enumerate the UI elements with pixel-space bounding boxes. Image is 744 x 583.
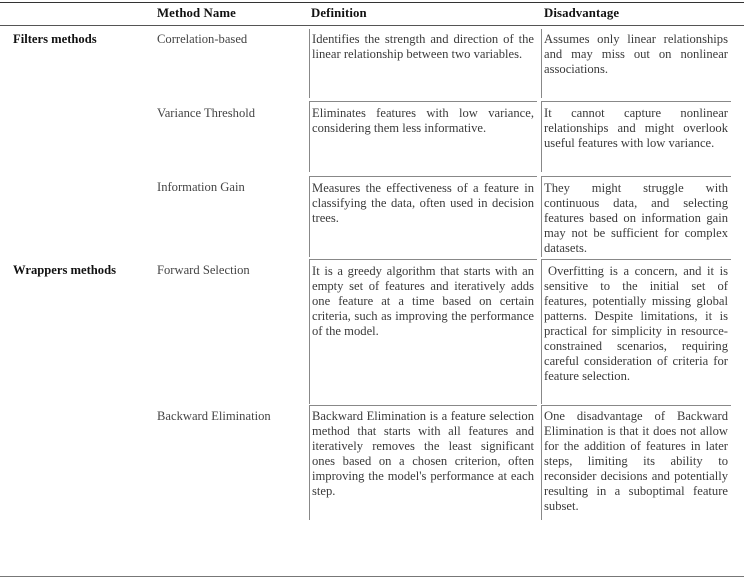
group-label-filters: Filters methods: [13, 32, 97, 46]
header-bottom-rule: [0, 25, 744, 26]
method-cell: Correlation-based: [157, 32, 248, 46]
disadvantage-cell: [541, 176, 731, 257]
definition-cell: [309, 176, 537, 257]
disadvantage-text: Assumes only linear relationships and may miss out on nonlinear associations.: [544, 32, 728, 76]
definition-text: Identifies the strength and direction of the linear relationship between two variables.: [312, 32, 534, 61]
disadvantage-text: They might struggle with continuous data, and selecting features based on information gain may not be sufficient for complex datasets.: [544, 181, 728, 255]
method-cell: Information Gain: [157, 180, 245, 194]
definition-cell: [309, 259, 537, 404]
disadvantage-cell: [541, 29, 731, 98]
method-cell: Backward Elimination: [157, 409, 271, 423]
header-disadvantage: Disadvantage: [544, 6, 620, 20]
definition-cell: [309, 405, 537, 520]
method-cell: Forward Selection: [157, 263, 250, 277]
disadvantage-cell: [541, 101, 731, 172]
disadvantage-cell: [541, 259, 731, 404]
group-label-wrappers: Wrappers methods: [13, 263, 116, 277]
disadvantage-text: Overfitting is a concern, and it is sensitive to the initial set of features, potentially missing global patterns. Despite limitations, it is practical for simplicity in resource-constrained scenarios, requiring careful consideration of criteria for feature selection.: [544, 264, 728, 383]
definition-text: Measures the effectiveness of a feature in classifying the data, often used in decision trees.: [312, 181, 534, 225]
disadvantage-cell: [541, 405, 731, 520]
definition-text: Eliminates features with low variance, considering them less informative.: [312, 106, 534, 135]
method-cell: Variance Threshold: [157, 106, 256, 120]
definition-cell: [309, 29, 537, 98]
definition-text: It is a greedy algorithm that starts with an empty set of features and iteratively adds one feature at a time based on certain criteria, such as improving the performance of the model.: [312, 264, 534, 338]
disadvantage-text: It cannot capture nonlinear relationships and might overlook useful features with low variance.: [544, 106, 728, 150]
definition-cell: [309, 101, 537, 172]
header-definition: Definition: [311, 6, 367, 20]
disadvantage-text: One disadvantage of Backward Elimination is that it does not allow for the addition of features in later steps, limiting its ability to reconsider decisions and potentially resulting in a suboptimal feature subset.: [544, 409, 728, 513]
table-top-rule: [0, 2, 744, 3]
table-bottom-rule: [0, 576, 744, 577]
header-method-name: Method Name: [157, 6, 236, 20]
definition-text: Backward Elimination is a feature selection method that starts with all features and iteratively removes the least significant ones based on a chosen criterion, often improving the model's performance at each step.: [312, 409, 534, 498]
